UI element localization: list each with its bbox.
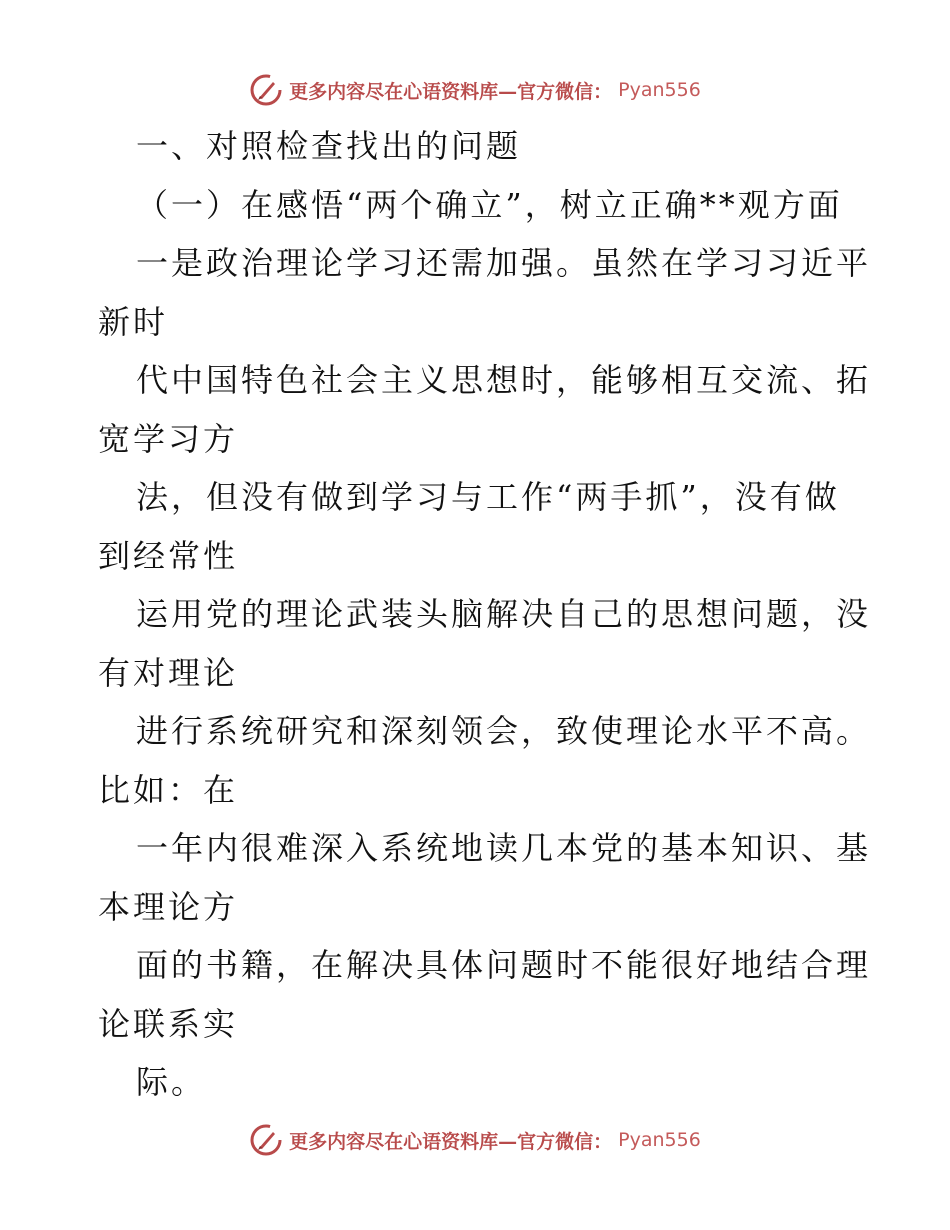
paragraph-line: 论联系实	[98, 1004, 239, 1043]
watermark-text: 更多内容尽在心语资料库—官方微信：	[289, 80, 613, 103]
paragraph-line: 到经常性	[98, 536, 239, 575]
paragraph-line: 新时	[98, 302, 169, 341]
paragraph-line: 际。	[136, 1063, 207, 1101]
paragraph-line: 有对理论	[98, 653, 239, 692]
feather-pen-logo-icon	[249, 1123, 283, 1157]
paragraph-line: 进行系统研究和深刻领会，致使理论水平不高。	[136, 712, 872, 750]
paragraph-line: 一年内很难深入系统地读几本党的基本知识、基	[136, 829, 872, 867]
subsection-heading: （一）在感悟“两个确立”，树立正确**观方面	[136, 185, 843, 224]
feather-pen-logo-icon	[249, 73, 283, 107]
section-heading: 一、对照检查找出的问题	[136, 127, 522, 165]
paragraph-line: 代中国特色社会主义思想时，能够相互交流、拓	[136, 361, 872, 399]
paragraph-line: 法，但没有做到学习与工作“两手抓”，没有做	[136, 478, 840, 516]
paragraph-line: 比如：在	[98, 770, 239, 809]
watermark-wechat-id: Pyan556	[618, 79, 701, 101]
header-watermark	[0, 70, 950, 110]
paragraph-line: 一是政治理论学习还需加强。虽然在学习习近平	[136, 244, 872, 282]
paragraph-line: 本理论方	[98, 887, 239, 926]
paragraph-line: 运用党的理论武装头脑解决自己的思想问题，没	[136, 595, 872, 633]
footer-watermark	[0, 1120, 950, 1160]
document-body	[98, 117, 872, 1112]
paragraph-line: 面的书籍，在解决具体问题时不能很好地结合理	[136, 946, 872, 984]
watermark-text: 更多内容尽在心语资料库—官方微信：	[289, 1130, 613, 1153]
paragraph-line: 宽学习方	[98, 419, 239, 458]
watermark-wechat-id: Pyan556	[618, 1129, 701, 1151]
